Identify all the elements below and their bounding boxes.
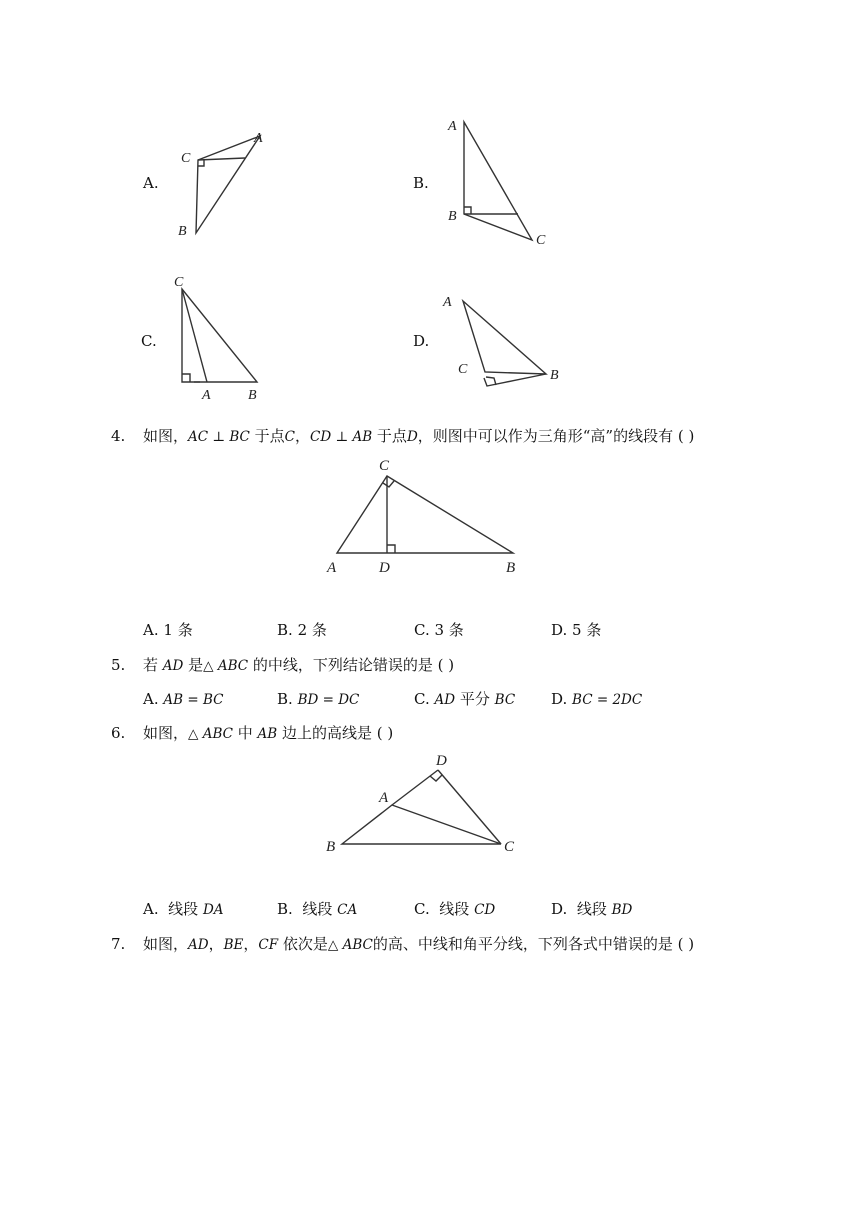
q3b-label-c: C bbox=[536, 233, 546, 248]
q6-math: AB bbox=[257, 726, 278, 742]
q6-figure bbox=[320, 750, 530, 860]
q3-figure-d bbox=[438, 285, 573, 395]
q5-option-b: B. BD = DC bbox=[277, 690, 360, 708]
q3a-label-c: C bbox=[181, 151, 191, 166]
q6-stem bbox=[143, 723, 393, 744]
q4-text: 于点 bbox=[376, 427, 407, 445]
q3a-label-b: B bbox=[178, 224, 187, 239]
q6-label-a: A bbox=[379, 790, 389, 806]
q4-math: CD ⊥ AB bbox=[310, 429, 373, 445]
q6-label-d: D bbox=[436, 753, 447, 769]
q5-math: △ ABC bbox=[203, 658, 249, 674]
q4-math: C bbox=[284, 429, 296, 445]
q6-label-c: C bbox=[504, 839, 515, 855]
q5-text: 是 bbox=[188, 656, 204, 674]
q3-option-d-label: D. bbox=[413, 332, 430, 350]
q5-option-d: D. BC = 2DC bbox=[551, 690, 643, 708]
q7-text: 依次是 bbox=[282, 935, 328, 953]
q3a-label-a: A bbox=[254, 131, 263, 146]
q3-figure-a bbox=[170, 120, 280, 250]
q3-option-b-label: B. bbox=[413, 174, 429, 192]
q6-option-b: B. 线段 CA bbox=[277, 900, 358, 918]
q7-text: 的高、中线和角平分线，下列各式中错误的是 ( ) bbox=[372, 935, 695, 953]
q3-figure-b bbox=[440, 112, 560, 252]
q7-math: AD bbox=[188, 937, 209, 953]
q4-label-c: C bbox=[379, 458, 390, 474]
q4-math: AC ⊥ BC bbox=[188, 429, 250, 445]
q5-text: 若 bbox=[143, 656, 159, 674]
q3-option-a-label: A. bbox=[143, 174, 159, 192]
q7-stem bbox=[143, 934, 694, 955]
q6-math: △ ABC bbox=[188, 726, 233, 742]
q4-label-b: B bbox=[506, 560, 516, 576]
q6-option-c: C. 线段 CD bbox=[414, 900, 496, 918]
q3-option-c-label: C. bbox=[141, 332, 157, 350]
q5-text: 的中线，下列结论错误的是 ( ) bbox=[252, 656, 455, 674]
q4-text: 如图， bbox=[143, 427, 189, 445]
q3c-label-a: A bbox=[202, 388, 211, 403]
q4-label-a: A bbox=[327, 560, 337, 576]
q5-option-c: C. AD 平分 BC bbox=[414, 690, 516, 708]
q3-figure-c bbox=[165, 270, 275, 405]
q7-number: 7. bbox=[111, 935, 126, 953]
q6-option-d: D. 线段 BD bbox=[551, 900, 633, 918]
q6-text: 边上的高线是 ( ) bbox=[281, 724, 394, 742]
q6-label-b: B bbox=[326, 839, 336, 855]
q6-text: 中 bbox=[237, 724, 253, 742]
q4-label-d: D bbox=[379, 560, 390, 576]
q4-option-d: D. 5 条 bbox=[551, 621, 602, 639]
q4-option-c: C. 3 条 bbox=[414, 621, 464, 639]
q6-text: 如图， bbox=[143, 724, 189, 742]
q4-text: 于点 bbox=[254, 427, 285, 445]
q5-option-a: A. AB = BC bbox=[143, 690, 224, 708]
q5-number: 5. bbox=[111, 656, 126, 674]
q4-number: 4. bbox=[111, 427, 126, 445]
q3c-label-b: B bbox=[248, 388, 257, 403]
q3d-label-a: A bbox=[443, 295, 452, 310]
q7-text: ， bbox=[243, 935, 259, 953]
q3b-label-b: B bbox=[448, 209, 457, 224]
q7-math: BE bbox=[223, 937, 244, 953]
q4-stem bbox=[143, 426, 694, 447]
q3d-label-c: C bbox=[458, 362, 468, 377]
q4-option-a: A. 1 条 bbox=[143, 621, 193, 639]
q4-text: ，则图中可以作为三角形“高”的线段有 ( ) bbox=[417, 427, 695, 445]
q3c-label-c: C bbox=[174, 275, 184, 290]
q7-text: ， bbox=[208, 935, 224, 953]
q3d-label-b: B bbox=[550, 368, 559, 383]
q7-math: CF bbox=[258, 937, 279, 953]
q6-option-a: A. 线段 DA bbox=[143, 900, 224, 918]
q4-option-b: B. 2 条 bbox=[277, 621, 327, 639]
q7-text: 如图， bbox=[143, 935, 189, 953]
q5-math: AD bbox=[162, 658, 184, 674]
q5-stem bbox=[143, 655, 454, 676]
q4-text: ， bbox=[295, 427, 311, 445]
q3b-label-a: A bbox=[448, 119, 457, 134]
q7-math: △ ABC bbox=[327, 937, 373, 953]
q4-figure bbox=[320, 450, 530, 580]
q4-math: D bbox=[406, 429, 418, 445]
q6-number: 6. bbox=[111, 724, 126, 742]
